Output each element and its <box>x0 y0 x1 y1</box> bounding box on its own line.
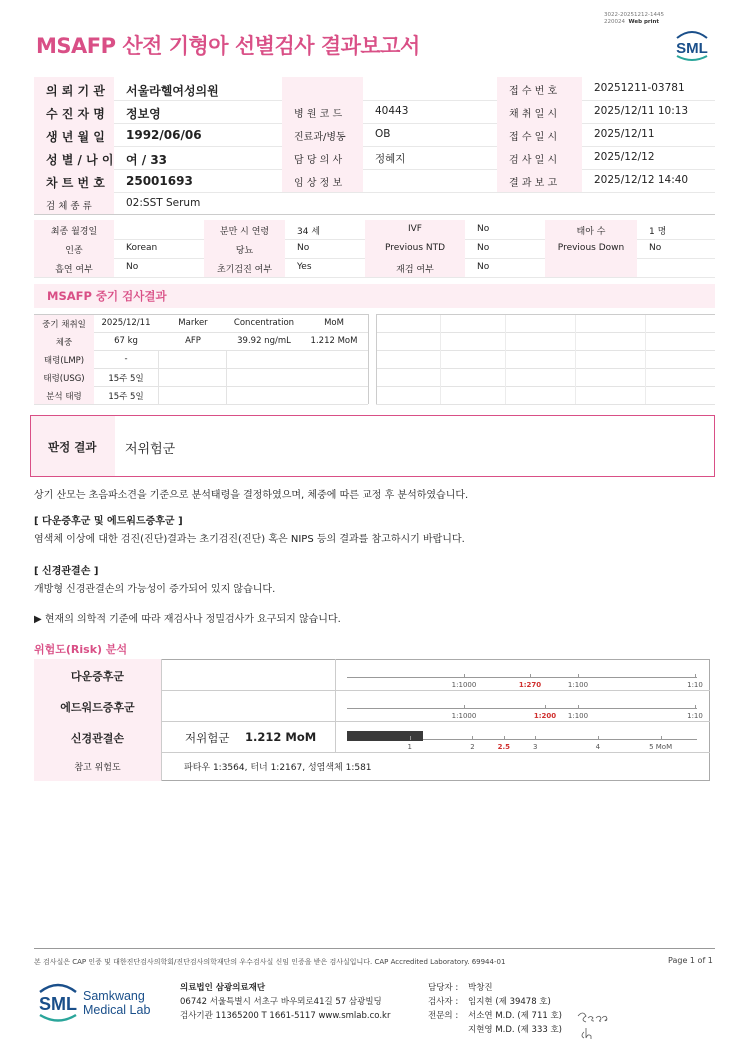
signature-icon <box>574 1006 614 1040</box>
staff-name-0: 박창진 <box>468 983 493 993</box>
staff-role-1: 검사자 : <box>428 997 459 1007</box>
info-l2-4: 임 상 정 보 <box>294 178 343 189</box>
footer-note: 본 검사실은 CAP 인증 및 대한진단검사의학회/진단검사의학재단의 우수검사실 신임 인증을 받은 검사실입니다. CAP Accredited Laboratory. 69944-01 <box>34 958 506 966</box>
sml-logo-icon <box>672 28 712 62</box>
mid-label-4: 분석 태령 <box>46 392 82 402</box>
extra-cell-2-2: 초기검진 여부 <box>216 265 273 275</box>
extra-cell-1-1: Korean <box>126 243 158 253</box>
extra-cell-1-6: Previous Down <box>557 243 625 253</box>
mid-label-3: 태령(USG) <box>43 374 85 384</box>
info-l3-1: 채 취 일 시 <box>509 109 558 120</box>
ntd-mom: 1.212 MoM <box>245 730 317 744</box>
info-l1-4: 차 트 번 호 <box>46 176 105 190</box>
footer-logo-name2: Medical Lab <box>83 1003 151 1017</box>
extra-cell-1-3: No <box>297 243 310 253</box>
mid-label-2: 태령(LMP) <box>43 356 85 366</box>
staff-role-2: 전문의 : <box>428 1011 459 1021</box>
staff-name-3: 지현영 M.D. (제 333 호) <box>468 1025 563 1035</box>
extra-cell-0-4: IVF <box>408 224 422 234</box>
ntd-result: 저위험군 <box>185 731 230 745</box>
risk-tick-edwards-3: 1:10 <box>687 712 703 720</box>
info-v1-4: 25001693 <box>126 174 193 188</box>
info-v3-4: 2025/12/12 14:40 <box>594 174 689 186</box>
risk-tick-edwards-0: 1:1000 <box>451 712 477 720</box>
risk-title: 위험도(Risk) 분석 <box>34 643 128 656</box>
info-l3-4: 결 과 보 고 <box>509 178 558 189</box>
info-v2-2: OB <box>375 128 391 140</box>
risk-tick-ntd-0: 1 <box>407 743 412 751</box>
info-v3-1: 2025/12/11 10:13 <box>594 105 689 117</box>
marker-value-0: AFP <box>185 336 201 346</box>
ref-risk-value: 파타우 1:3564, 터너 1:2167, 성염색체 1:581 <box>184 763 372 773</box>
info-l3-2: 접 수 일 시 <box>509 132 558 143</box>
marker-header-0: Marker <box>178 318 208 328</box>
footer-logo <box>36 980 156 1024</box>
extra-cell-0-6: 태아 수 <box>576 227 606 237</box>
mid-value-1: 67 kg <box>114 336 138 346</box>
extra-cell-1-7: No <box>649 243 662 253</box>
risk-tick-edwards-2: 1:100 <box>567 712 589 720</box>
risk-tick-edwards-1: 1:200 <box>533 712 557 720</box>
sml-footer-logo-icon <box>36 980 80 1024</box>
mid-label-1: 체중 <box>55 338 73 348</box>
info-v3-2: 2025/12/11 <box>594 128 655 140</box>
specimen-value: 02:SST Serum <box>126 197 201 209</box>
header-logo-text: SML <box>676 40 708 57</box>
page-number: Page 1 of 1 <box>668 956 713 965</box>
marker-value-2: 1.212 MoM <box>310 336 358 346</box>
risk-label-ntd: 신경관결손 <box>70 732 125 745</box>
info-v1-2: 1992/06/06 <box>126 128 202 142</box>
extra-cell-1-0: 인종 <box>65 246 83 256</box>
risk-tick-down-0: 1:1000 <box>451 681 477 689</box>
footer-logo-text: SML <box>39 994 77 1014</box>
ntd-mom-bar <box>347 731 423 741</box>
mid-value-4: 15주 5일 <box>108 392 144 402</box>
risk-tick-down-3: 1:10 <box>687 681 703 689</box>
extra-cell-2-1: No <box>126 262 139 272</box>
staff-role-0: 담당자 : <box>428 983 459 993</box>
judgement-value: 저위험군 <box>125 442 176 457</box>
extra-cell-0-0: 최종 월경일 <box>50 227 98 237</box>
risk-label-edwards: 에드워드증후군 <box>60 701 135 714</box>
staff-role-3 <box>428 1023 468 1037</box>
footer-logo-name1: Samkwang <box>83 989 145 1003</box>
extra-cell-0-3: 34 세 <box>297 227 321 237</box>
risk-tick-ntd-5: 5 MoM <box>649 743 673 751</box>
extra-cell-2-5: No <box>477 262 490 272</box>
extra-cell-1-4: Previous NTD <box>384 243 446 253</box>
header-logo <box>672 28 712 62</box>
risk-tick-ntd-1: 2 <box>470 743 475 751</box>
info-l3-3: 검 사 일 시 <box>509 155 558 166</box>
info-l2-1: 병 원 코 드 <box>294 109 343 120</box>
extra-cell-0-7: 1 명 <box>649 227 667 237</box>
footer-address: 06742 서울특별시 서초구 바우뫼로41길 57 삼광빌딩 <box>180 997 382 1007</box>
mid-value-2: - <box>124 354 128 364</box>
mid-section-title: MSAFP 중기 검사결과 <box>47 289 167 303</box>
marker-value-1: 39.92 ng/mL <box>237 336 291 346</box>
ref-risk-label: 참고 위험도 <box>74 763 121 773</box>
mid-label-0: 중기 채취일 <box>42 320 86 330</box>
footer-institution: 검사기관 11365200 T 1661-5117 www.smlab.co.kr <box>180 1011 391 1021</box>
report-ref <box>604 12 664 26</box>
info-l1-3: 성 별 / 나 이 <box>46 153 114 167</box>
info-v1-3: 여 / 33 <box>126 153 168 167</box>
judgement-label: 판정 결과 <box>48 440 97 454</box>
comment-1: 상기 산모는 초음파소견을 기준으로 분석태령을 결정하였으며, 체중에 따른 교정 후 분석하였습니다. <box>34 490 469 501</box>
judgement-box <box>30 415 715 477</box>
specimen-label: 검 체 종 류 <box>46 201 92 212</box>
mid-value-0: 2025/12/11 <box>101 318 151 328</box>
risk-tick-down-2: 1:100 <box>567 681 589 689</box>
info-v3-3: 2025/12/12 <box>594 151 655 163</box>
info-v1-1: 정보영 <box>126 107 161 121</box>
comment-heading-ntd: [ 신경관결손 ] <box>34 566 99 577</box>
risk-tick-down-1: 1:270 <box>518 681 542 689</box>
extra-cell-2-0: 흡연 여부 <box>55 265 93 275</box>
extra-cell-1-5: No <box>477 243 490 253</box>
extra-cell-2-3: Yes <box>297 262 312 272</box>
comment-2: 염색체 이상에 대한 검진(진단)결과는 초기검진(진단) 혹은 NIPS 등의 결과를 참고하시기 바랍니다. <box>34 534 465 545</box>
info-v2-3: 정혜지 <box>375 153 406 165</box>
risk-tick-ntd-4: 4 <box>595 743 601 751</box>
risk-tick-ntd-2: 2.5 <box>497 743 511 751</box>
staff-name-1: 임지현 (제 39478 호) <box>468 997 551 1007</box>
staff-name-2: 서소연 M.D. (제 711 호) <box>468 1011 563 1021</box>
info-l1-1: 수 진 자 명 <box>46 107 105 121</box>
footer-staff <box>428 981 562 1037</box>
mid-value-3: 15주 5일 <box>108 374 144 384</box>
info-l2-3: 담 당 의 사 <box>294 155 343 166</box>
info-l1-2: 생 년 월 일 <box>46 130 105 144</box>
report-title: MSAFP 산전 기형아 선별검사 결과보고서 <box>36 34 420 58</box>
ref-line2: 220024 <box>604 19 625 25</box>
info-v3-0: 20251211-03781 <box>594 82 685 94</box>
info-v1-0: 서울라헬여성의원 <box>126 84 219 98</box>
marker-header-2: MoM <box>324 318 344 328</box>
ref-line1: 3022-20251212-1445 <box>604 12 664 18</box>
risk-label-down: 다운증후군 <box>70 670 125 683</box>
info-l1-0: 의 뢰 기 관 <box>46 84 105 98</box>
marker-header-1: Concentration <box>233 318 295 328</box>
web-print: Web print <box>628 19 660 25</box>
footer-org: 의료법인 삼광의료재단 <box>180 983 266 993</box>
extra-cell-1-2: 당뇨 <box>235 246 254 256</box>
extra-cell-0-5: No <box>477 224 490 234</box>
info-l2-2: 진료과/병동 <box>294 132 346 143</box>
extra-cell-0-2: 분만 시 연령 <box>219 227 270 237</box>
comment-4: ▶ 현재의 의학적 기준에 따라 재검사나 정밀검사가 요구되지 않습니다. <box>34 614 341 625</box>
info-l3-0: 접 수 번 호 <box>509 86 558 97</box>
risk-tick-ntd-3: 3 <box>532 743 538 751</box>
mid-section-header <box>34 284 715 308</box>
comment-heading-down: [ 다운증후군 및 에드워드증후군 ] <box>34 516 183 527</box>
info-v2-1: 40443 <box>375 105 409 117</box>
extra-cell-2-4: 재검 여부 <box>396 265 434 275</box>
comment-3: 개방형 신경관결손의 가능성이 증가되어 있지 않습니다. <box>34 584 276 595</box>
